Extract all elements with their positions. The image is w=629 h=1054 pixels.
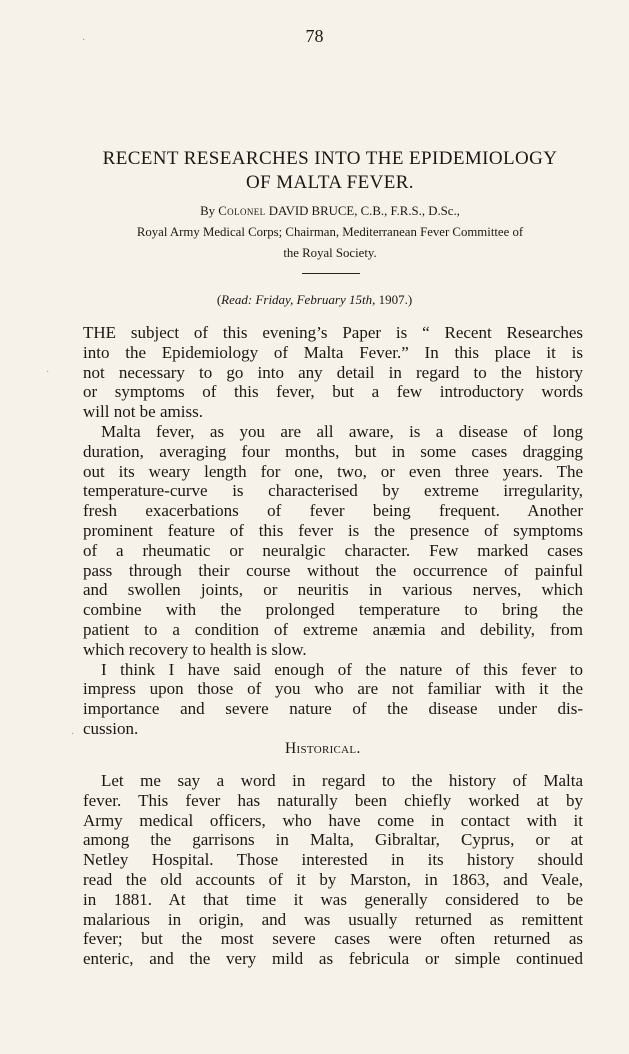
introduction-text <box>83 323 583 739</box>
body-line: in 1881. At that time it was generally considered to be <box>83 889 583 909</box>
scan-speck: · <box>46 367 50 378</box>
body-line: combine with the prolonged temperature to bring the <box>83 600 583 620</box>
body-line: enteric, and the very mild as febricula or simple continued <box>83 949 583 969</box>
body-line: Let me say a word in regard to the history of Malta <box>101 771 583 790</box>
scan-speck: · <box>82 35 86 46</box>
body-line: fresh exacerbations of fever being frequent. Another <box>83 501 583 521</box>
byline-prefix: By <box>200 204 219 218</box>
read-date <box>0 291 629 309</box>
author-rank: Colonel <box>218 204 266 218</box>
body-line: which recovery to health is slow. <box>83 639 307 659</box>
body-line: THE subject of this evening’s Paper is “ Recent Researches <box>83 323 583 342</box>
body-line: pass through their course without the occurrence of painful <box>83 560 583 580</box>
body-line: or symptoms of this fever, but a few introductory words <box>83 382 583 402</box>
body-line: of a rheumatic or neuralgic character. Few marked cases <box>83 540 583 560</box>
body-line: among the garrisons in Malta, Gibraltar, Cyprus, or at <box>83 830 583 850</box>
body-line: Malta fever, as you are all aware, is a disease of long <box>101 421 583 441</box>
body-line: will not be amiss. <box>83 402 203 422</box>
separator-rule <box>302 273 360 274</box>
body-line: prominent feature of this fever is the presence of symptoms <box>83 520 583 540</box>
body-line: Netley Hospital. Those interested in its history should <box>83 850 583 870</box>
read-date-open: ( <box>216 292 222 307</box>
body-line: impress upon those of you who are not familiar with it the <box>83 679 583 699</box>
body-line: duration, averaging four months, but in some cases dragging <box>83 441 583 461</box>
title-line-2: OF MALTA FEVER. <box>246 172 414 193</box>
page-number: 78 <box>305 26 324 46</box>
body-line: and swollen joints, or neuritis in various nerves, which <box>83 580 583 600</box>
read-date-italic: Read: Friday, February 15th, <box>221 292 376 307</box>
body-line: importance and severe nature of the disease under dis- <box>83 699 583 719</box>
body-line: I think I have said enough of the nature of this fever to <box>101 659 583 679</box>
body-line: fever. This fever has naturally been chiefly worked at by <box>83 790 583 810</box>
body-line: into the Epidemiology of Malta Fever.” In this place it is <box>83 342 583 362</box>
body-line: temperature-curve is characterised by extreme irregularity, <box>83 481 583 501</box>
body-line: cussion. <box>83 718 139 738</box>
byline-line-3: the Royal Society. <box>283 246 377 260</box>
scan-speck: · <box>71 729 75 740</box>
read-date-rest: 1907.) <box>375 292 413 307</box>
title-line-1: RECENT RESEARCHES INTO THE EPIDEMIOLOGY <box>102 148 558 169</box>
author-byline <box>80 201 580 264</box>
body-line: out its weary length for one, two, or even three years. The <box>83 461 583 481</box>
section-heading-historical: Historical. <box>285 740 361 757</box>
body-line: read the old accounts of it by Marston, in 1863, and Veale, <box>83 869 583 889</box>
body-line: Army medical officers, who have come in contact with it <box>83 810 583 830</box>
body-line: not necessary to go into any detail in regard to the history <box>83 362 583 382</box>
body-line: malarious in origin, and was usually returned as remittent <box>83 909 583 929</box>
body-line: patient to a condition of extreme anæmia and debility, from <box>83 619 583 639</box>
byline-line-2: Royal Army Medical Corps; Chairman, Mediterranean Fever Committee of <box>136 225 524 239</box>
author-name: DAVID BRUCE, C.B., F.R.S., D.Sc., <box>268 204 460 218</box>
byline-line-1 <box>80 201 580 222</box>
article-title <box>70 147 590 195</box>
historical-text <box>83 771 583 969</box>
body-line: fever; but the most severe cases were often returned as <box>83 929 583 949</box>
